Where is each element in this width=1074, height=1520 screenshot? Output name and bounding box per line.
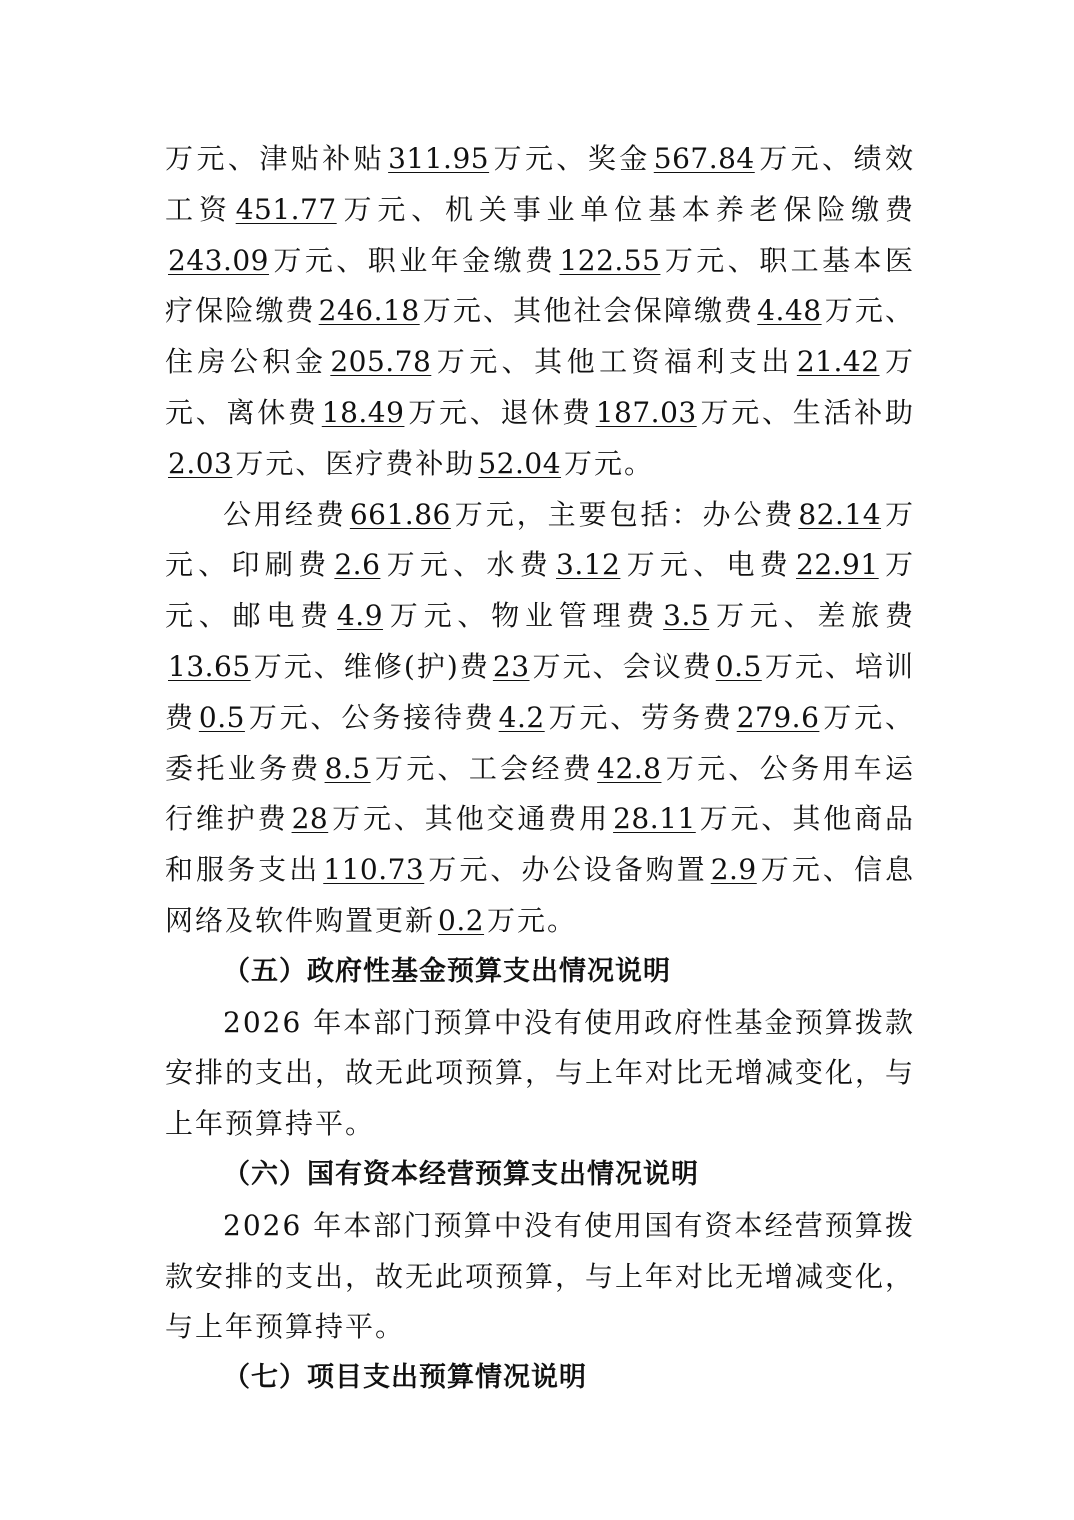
amount-performance-pay: 451.77 — [235, 192, 337, 226]
amount-property: 3.5 — [663, 599, 710, 633]
text-segment: 万元。 — [487, 903, 578, 937]
amount-labor: 279.6 — [736, 700, 820, 734]
section-heading-government-fund: （五）政府性基金预算支出情况说明 — [223, 955, 671, 987]
text-segment: 万元。 — [564, 446, 655, 480]
amount-printing: 2.6 — [334, 548, 381, 582]
text-segment: 万元、信息网络及软件购置更新 — [165, 853, 915, 937]
text-segment: 万元、其他工资福利支出 — [434, 345, 794, 379]
text-segment: 万元、职工基本医疗保险缴费 — [165, 243, 915, 328]
amount-union: 42.8 — [597, 751, 662, 785]
amount-vehicle: 28 — [291, 802, 329, 836]
personnel-expense-paragraph — [165, 134, 915, 490]
amount-reception: 4.2 — [498, 700, 545, 734]
amount-living-subsidy: 2.03 — [168, 446, 233, 480]
text-segment: 万元、离休费 — [165, 345, 915, 429]
amount-training: 0.5 — [198, 700, 245, 734]
public-funds-paragraph — [165, 490, 915, 947]
text-segment: 万元、退休费 — [407, 395, 593, 429]
amount-office: 82.14 — [798, 497, 882, 531]
text-segment: 万元、维修(护)费 — [253, 649, 490, 683]
amount-other-transport: 28.11 — [613, 802, 696, 836]
amount-meeting: 0.5 — [715, 649, 762, 683]
text-segment: 万元、奖金 — [492, 142, 651, 175]
amount-housing-fund: 205.78 — [330, 345, 432, 379]
text-segment: 万元、职业年金缴费 — [271, 243, 557, 277]
text-segment: 万元、电费 — [623, 548, 794, 582]
amount-annuity: 122.55 — [559, 243, 661, 277]
amount-medical-insurance: 246.18 — [318, 294, 420, 328]
text-segment: 万元、绩效工资 — [165, 142, 915, 226]
text-segment: 万元、印刷费 — [165, 497, 915, 582]
text-segment: 万元、会议费 — [532, 649, 713, 683]
text-segment: 万元、住房公积金 — [165, 294, 915, 379]
amount-equipment: 2.9 — [710, 853, 757, 887]
text-segment: 万元、差旅费 — [712, 599, 915, 633]
text-segment: 万元、其他交通费用 — [331, 802, 611, 836]
text-segment: 万元、公务用车运行维护费 — [165, 751, 915, 836]
section-heading-state-capital: （六）国有资本经营预算支出情况说明 — [223, 1158, 699, 1190]
amount-postal: 4.9 — [336, 599, 384, 633]
amount-pension: 243.09 — [168, 243, 269, 277]
amount-repair: 23 — [492, 649, 530, 683]
section-body-government-fund: 2026 年本部门预算中没有使用政府性基金预算拨款安排的支出，故无此项预算，与上年对比无增减变化，与上年预算持平。 — [165, 1005, 916, 1141]
amount-public-total: 661.86 — [349, 497, 451, 531]
text-segment: 万元、其他商品和服务支出 — [165, 802, 915, 887]
section-body-state-capital: 2026 年本部门预算中没有使用国有资本经营预算拨款安排的支出，故无此项预算，与上年对比无增减变化，与上年预算持平。 — [165, 1208, 916, 1344]
document-body — [165, 134, 915, 1404]
amount-medical-aid: 52.04 — [478, 446, 562, 480]
text-segment: 万元、津贴补贴 — [165, 142, 386, 175]
amount-water: 3.12 — [556, 548, 621, 582]
text-segment: 万元、机关事业单位基本养老保险缴费 — [339, 192, 915, 226]
text-segment: 万元，主要包括：办公费 — [453, 497, 796, 531]
text-segment: 万元、公务接待费 — [247, 700, 496, 734]
amount-other-social-security: 4.48 — [757, 294, 822, 328]
text-segment: 万元、培训费 — [165, 649, 915, 734]
text-segment: 公用经费 — [223, 497, 347, 531]
text-segment: 万元、劳务费 — [547, 700, 734, 734]
text-segment: 万元、其他社会保障缴费 — [422, 294, 755, 328]
amount-lixiu: 18.49 — [321, 395, 405, 429]
amount-retirement: 187.03 — [595, 395, 697, 429]
section-heading-project-expenditure: （七）项目支出预算情况说明 — [223, 1362, 587, 1394]
text-segment: 万元、委托业务费 — [165, 700, 915, 785]
amount-bonus: 567.84 — [653, 142, 755, 175]
text-segment: 万元、生活补助 — [699, 395, 915, 429]
amount-network-software: 0.2 — [438, 903, 485, 937]
amount-allowance: 311.95 — [388, 142, 490, 175]
text-segment: 万元、物业管理费 — [386, 599, 661, 633]
text-segment: 万元、医疗费补助 — [235, 446, 476, 480]
amount-commission: 8.5 — [324, 751, 371, 785]
text-segment: 万元、工会经费 — [373, 751, 595, 785]
text-segment: 万元、办公设备购置 — [427, 853, 708, 887]
amount-other-welfare: 21.42 — [796, 345, 880, 379]
amount-electricity: 22.91 — [796, 548, 879, 582]
text-segment: 万元、水费 — [383, 548, 554, 582]
amount-other-goods-services: 110.73 — [323, 853, 425, 887]
text-segment: 万元、邮电费 — [165, 548, 915, 633]
amount-travel: 13.65 — [168, 649, 251, 683]
